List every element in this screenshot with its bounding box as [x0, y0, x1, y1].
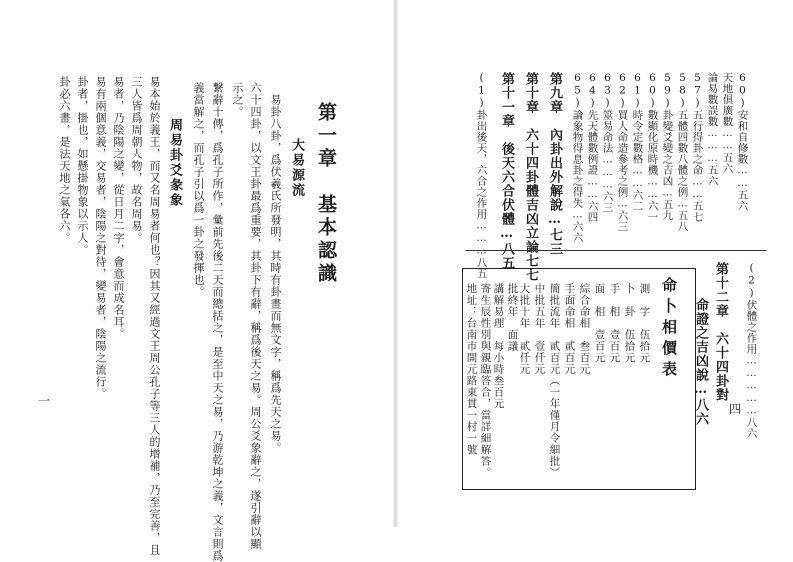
toc-chapter-12-subtitle: 命證之吉凶說…八六 — [693, 298, 708, 426]
left-page — [0, 0, 396, 562]
price-line: 簡批流年 貳百元（一年僅月令細批） — [548, 283, 561, 479]
price-line: 中批五年 壹仟元 — [533, 283, 546, 375]
price-line: 卜 卦 伍拾元 — [623, 283, 636, 364]
price-line: 地址：台南市開元路東貫一村一號 — [465, 283, 478, 456]
toc-entry: 論易數誤數………五六 — [706, 72, 719, 187]
toc-chapter-9: 第九章 內卦出外解說…七三 — [547, 72, 562, 256]
price-line: 批終年 面議 — [506, 283, 519, 352]
toc-entry: (2)伏體之作用……………八六 — [745, 262, 758, 439]
page-number: 四 — [729, 402, 742, 416]
price-line: 手面命相 貳百元 — [563, 283, 576, 375]
price-line: 講解易理 每小時叁百元 — [492, 283, 505, 410]
price-line: 綜合命相 叁百元 — [578, 283, 591, 375]
paragraph-line: 六十四卦，以文王卦最爲重要，其卦下有辭，稱爲後天之易。周公爻象辭之，遂引辭以顯 — [249, 82, 262, 550]
paragraph-line: 卦必六畫，是法天地之氣各六。 — [58, 76, 71, 244]
toc-entry: 63)筮易命法………六三 — [601, 72, 614, 213]
toc-entry: 60)數顯化原時機……六一 — [646, 72, 659, 223]
chapter-title: 第一章 基本認識 — [315, 102, 337, 286]
toc-entry: (1)卦出後天，六合之作用………八五 — [475, 72, 488, 279]
toc-entry: 62)買人命造參考之例…六三 — [616, 72, 629, 232]
paragraph-line: 義當解之，而孔子引以爲一卦之發揮也。 — [192, 82, 205, 298]
paragraph-line: 易本始於義王，而又名周易者何也？因其又經過文王周公孔子等三人的增補，乃至完善，且 — [148, 76, 161, 556]
toc-chapter-10: 第十章 六十四卦體吉凶立論七七 — [523, 72, 538, 282]
toc-chapter-12: 第十二章 六十四卦對 — [713, 262, 728, 402]
toc-entry: 65)論象物得息卦之得失…六六 — [571, 72, 584, 243]
toc-entry: 57)五行得卦之命……五七 — [691, 72, 704, 223]
paragraph-line: 示之。 — [231, 82, 244, 118]
price-line: 手 相 壹百元 — [608, 283, 621, 364]
toc-entry: 天地俱廣數……五六 — [721, 72, 734, 174]
paragraph-line: 繋辭十傳，爲孔子所作，彙前先後二天而總括之，是至中天之易，乃游乾坤之義，文言則爲 — [211, 82, 224, 562]
price-line: 寄生辰性別與親臨答合，當詳細解答。 — [479, 283, 492, 479]
section-title-origin: 大易源流 — [289, 138, 304, 198]
toc-entry: 58)五體四數八體之例…五八 — [676, 72, 689, 232]
price-line: 測 字 伍拾元 — [638, 283, 651, 364]
price-table — [462, 268, 696, 490]
toc-entry: 61)時令定數格……六二 — [631, 72, 644, 212]
toc-entry: 64)先天體數例證……六四 — [586, 72, 599, 223]
toc-entry: 60)安和自修數……五六 — [736, 72, 749, 212]
toc-chapter-11: 第十一章 後天六合伏體…八五 — [499, 72, 514, 270]
paragraph-line: 卦者，掛也，如懸掛物象以示人。 — [76, 76, 89, 256]
paragraph-line: 三人皆爲周朝人物，故名周易。 — [130, 76, 143, 244]
paragraph-line: 易有兩個意義，交易者，陰陽之對待，變易者，陰陽之流行。 — [94, 76, 107, 400]
section-title-gua: 周易卦爻彖象 — [167, 118, 182, 208]
page-number: 一 — [38, 394, 51, 408]
price-line: 大批十年 貳仟元 — [518, 283, 531, 375]
toc-entry: 59)卦變爻變之吉凶…五九 — [661, 72, 674, 221]
divider — [466, 250, 766, 251]
paragraph-line: 易卦八卦，爲伏羲氏所發明，其時有卦畫而無文字，稱爲先天之易。 — [269, 94, 282, 454]
paragraph-line: 易者，乃陰陽之變，從日月二字，會意而成名耳。 — [112, 76, 125, 340]
price-line: 面 相 壹百元 — [593, 283, 606, 364]
right-page — [396, 0, 793, 527]
price-table-title: 命卜相價表 — [660, 277, 678, 382]
